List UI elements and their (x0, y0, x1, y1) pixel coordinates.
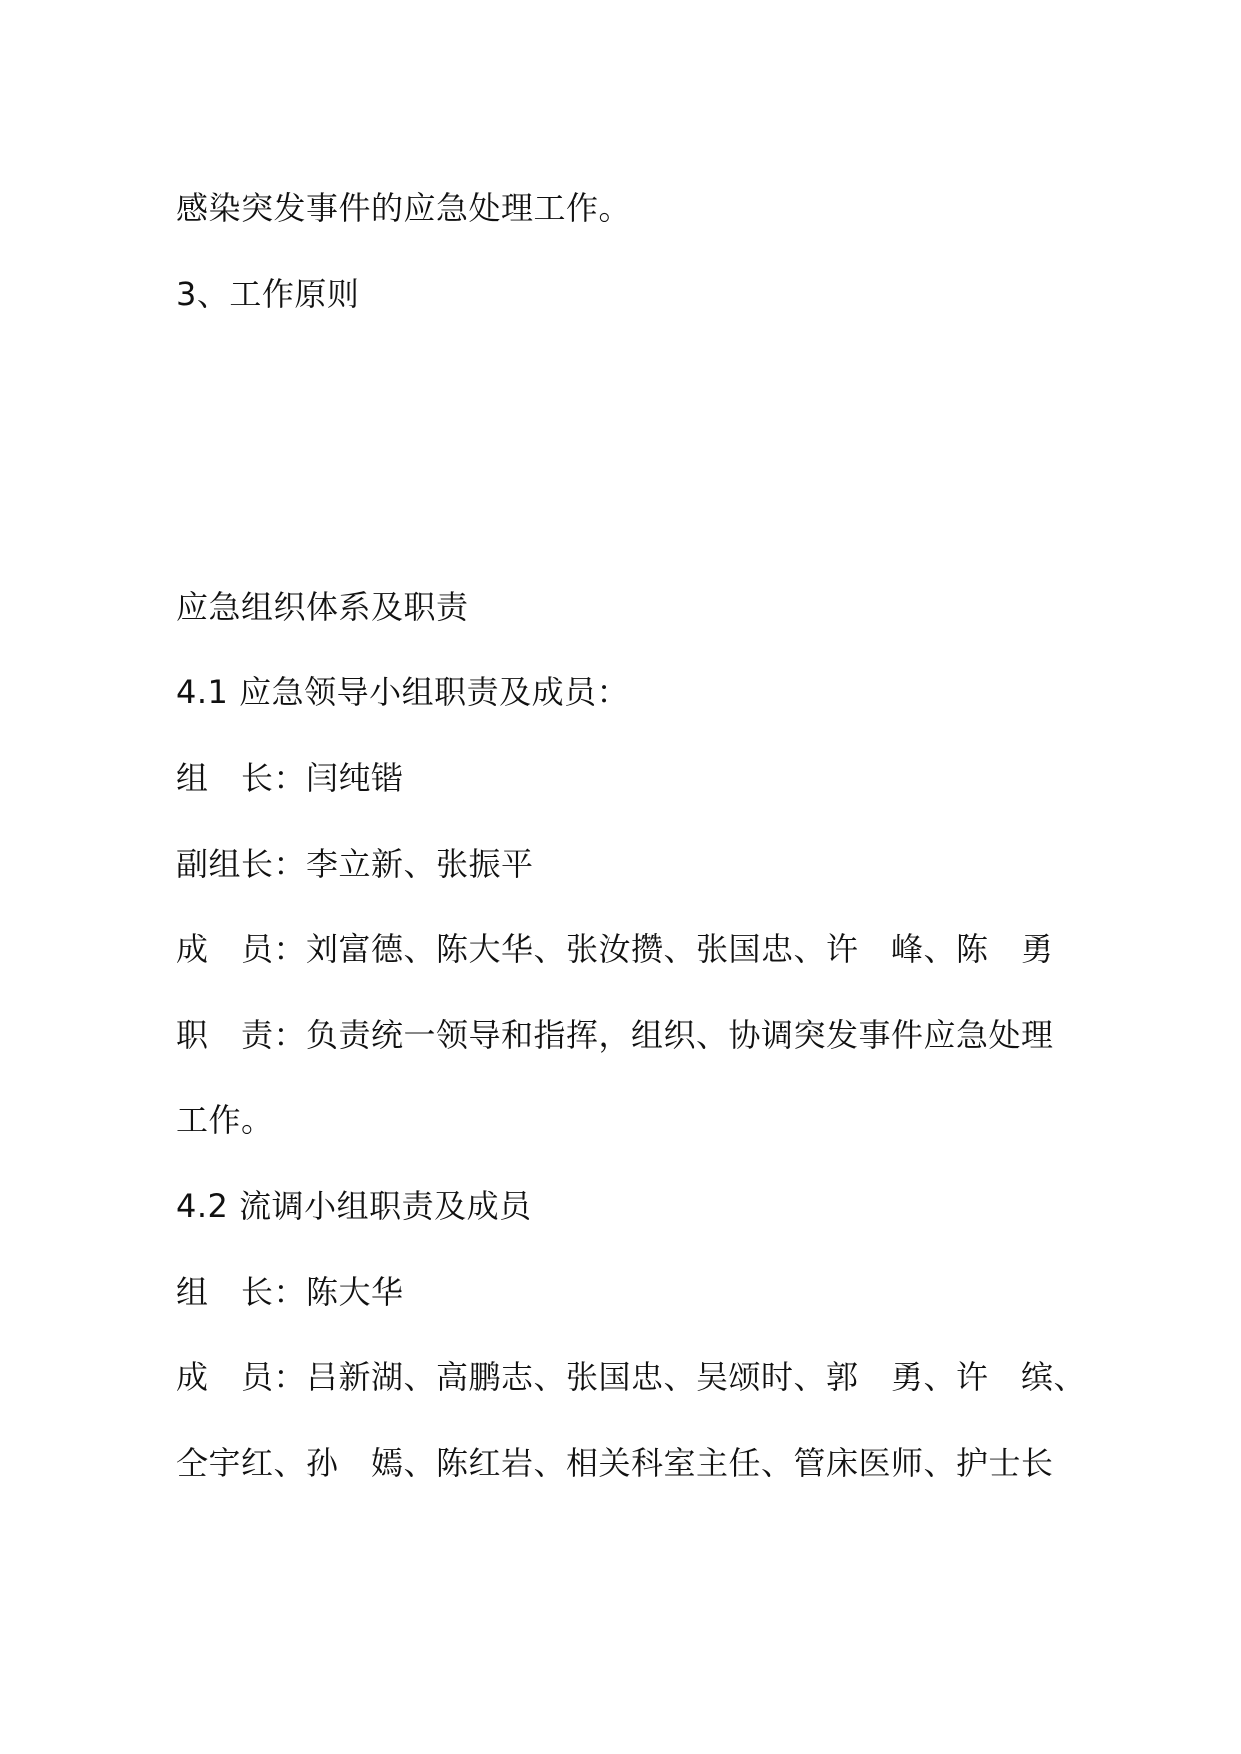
members-line: 成 员：刘富德、陈大华、张汝攒、张国忠、许 峰、陈 勇 (176, 930, 1054, 968)
epidemiology-members-line: 成 员：吕新湖、高鹏志、张国忠、吴颂时、郭 勇、许 缤、 (176, 1358, 1087, 1396)
subsection-heading-leadership-group: 4.1 应急领导小组职责及成员： (176, 673, 630, 711)
section-heading-work-principles: 3、工作原则 (176, 275, 360, 313)
epidemiology-leader-line: 组 长：陈大华 (176, 1273, 404, 1311)
duties-line-continuation: 工作。 (176, 1101, 274, 1139)
deputy-leader-line: 副组长：李立新、张振平 (176, 845, 534, 883)
leader-line: 组 长：闫纯锴 (176, 759, 404, 797)
section-heading-emergency-organization: 应急组织体系及职责 (176, 588, 469, 626)
duties-line: 职 责：负责统一领导和指挥，组织、协调突发事件应急处理 (176, 1016, 1054, 1054)
subsection-heading-epidemiology-group: 4.2 流调小组职责及成员 (176, 1187, 532, 1225)
text-line-continuation: 感染突发事件的应急处理工作。 (176, 189, 632, 227)
epidemiology-members-line-continuation: 仝宇红、孙 嫣、陈红岩、相关科室主任、管床医师、护士长 (176, 1444, 1054, 1482)
